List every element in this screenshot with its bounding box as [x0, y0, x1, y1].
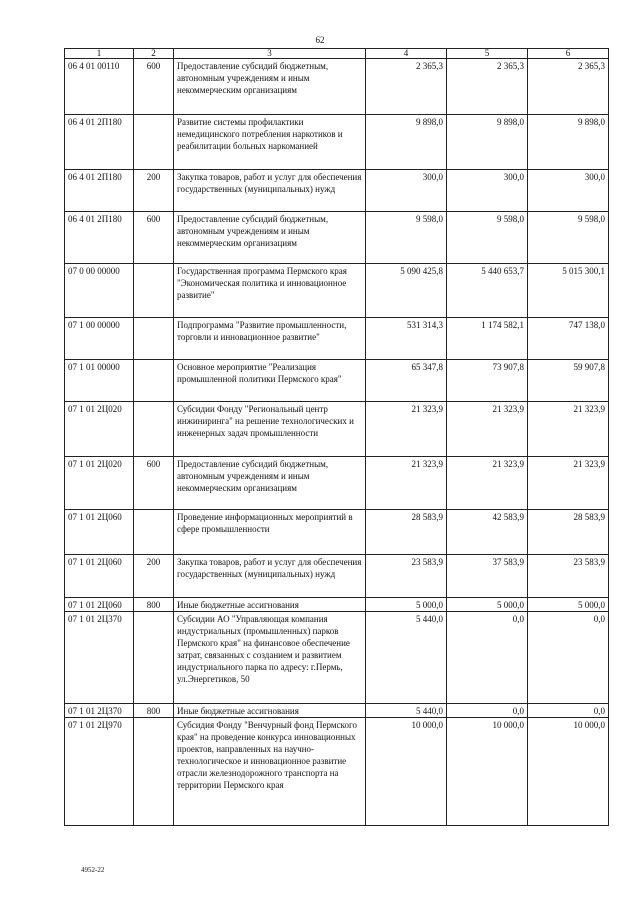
amount-col6-cell: 2 365,3 [528, 59, 609, 115]
expense-type-cell: 800 [134, 598, 174, 612]
column-header: 1 [65, 49, 134, 59]
amount-col5-cell: 21 323,9 [447, 457, 528, 510]
amount-col4-cell: 65 347,8 [366, 360, 447, 402]
table-row [65, 457, 609, 510]
amount-col6-cell: 59 907,8 [528, 360, 609, 402]
expense-type-cell [134, 264, 174, 318]
expense-type-cell: 200 [134, 170, 174, 212]
description-cell: Иные бюджетные ассигнования [174, 598, 366, 612]
budget-code-cell: 07 1 01 2Ц020 [65, 402, 134, 457]
amount-col5-cell: 9 898,0 [447, 115, 528, 170]
table-row [65, 264, 609, 318]
table-row [65, 402, 609, 457]
amount-col4-cell: 2 365,3 [366, 59, 447, 115]
amount-col6-cell: 0,0 [528, 704, 609, 718]
table-row [65, 115, 609, 170]
amount-col5-cell: 1 174 582,1 [447, 318, 528, 360]
column-header: 6 [528, 49, 609, 59]
description-cell: Закупка товаров, работ и услуг для обеспечения государственных (муниципальных) нужд [174, 170, 366, 212]
amount-col4-cell: 531 314,3 [366, 318, 447, 360]
amount-col6-cell: 5 015 300,1 [528, 264, 609, 318]
amount-col4-cell: 28 583,9 [366, 510, 447, 555]
amount-col5-cell: 5 000,0 [447, 598, 528, 612]
amount-col5-cell: 73 907,8 [447, 360, 528, 402]
description-cell: Подпрограмма "Развитие промышленности, торговли и инновационное развитие" [174, 318, 366, 360]
expense-type-cell: 800 [134, 704, 174, 718]
amount-col6-cell: 747 138,0 [528, 318, 609, 360]
amount-col5-cell: 0,0 [447, 612, 528, 704]
amount-col5-cell: 300,0 [447, 170, 528, 212]
amount-col4-cell: 300,0 [366, 170, 447, 212]
column-header: 5 [447, 49, 528, 59]
budget-code-cell: 07 0 00 00000 [65, 264, 134, 318]
amount-col5-cell: 9 598,0 [447, 212, 528, 264]
column-header: 3 [174, 49, 366, 59]
expense-type-cell [134, 718, 174, 826]
table-row [65, 360, 609, 402]
amount-col5-cell: 0,0 [447, 704, 528, 718]
header-row [65, 49, 609, 59]
amount-col4-cell: 9 898,0 [366, 115, 447, 170]
description-cell: Субсидии АО "Управляющая компания индустриальных (промышленных) парков Пермского края" на финансовое обеспечение затрат, связанных с созданием и развитием индустриального парка по адресу: г.Пермь, ул.Энергетиков, 50 [174, 612, 366, 704]
expense-type-cell [134, 612, 174, 704]
amount-col6-cell: 0,0 [528, 612, 609, 704]
description-cell: Проведение информационных мероприятий в сфере промышленности [174, 510, 366, 555]
description-cell: Иные бюджетные ассигнования [174, 704, 366, 718]
amount-col4-cell: 5 440,0 [366, 704, 447, 718]
amount-col4-cell: 23 583,9 [366, 555, 447, 598]
description-cell: Основное мероприятие "Реализация промышленной политики Пермского края" [174, 360, 366, 402]
amount-col5-cell: 21 323,9 [447, 402, 528, 457]
amount-col6-cell: 21 323,9 [528, 457, 609, 510]
amount-col6-cell: 10 000,0 [528, 718, 609, 826]
table-row [65, 212, 609, 264]
amount-col4-cell: 21 323,9 [366, 457, 447, 510]
budget-code-cell: 07 1 01 2Ц060 [65, 598, 134, 612]
amount-col6-cell: 5 000,0 [528, 598, 609, 612]
expense-type-cell [134, 115, 174, 170]
amount-col4-cell: 5 090 425,8 [366, 264, 447, 318]
budget-code-cell: 06 4 01 2П180 [65, 212, 134, 264]
table-row [65, 718, 609, 826]
table-row [65, 510, 609, 555]
description-cell: Предоставление субсидий бюджетным, автономным учреждениям и иным некоммерческим организациям [174, 212, 366, 264]
table-row [65, 612, 609, 704]
description-cell: Предоставление субсидий бюджетным, автономным учреждениям и иным некоммерческим организациям [174, 457, 366, 510]
amount-col6-cell: 23 583,9 [528, 555, 609, 598]
amount-col6-cell: 21 323,9 [528, 402, 609, 457]
budget-code-cell: 07 1 01 2Ц970 [65, 718, 134, 826]
table-row [65, 59, 609, 115]
budget-code-cell: 06 4 01 00110 [65, 59, 134, 115]
amount-col4-cell: 5 000,0 [366, 598, 447, 612]
description-cell: Предоставление субсидий бюджетным, автономным учреждениям и иным некоммерческим организациям [174, 59, 366, 115]
budget-code-cell: 07 1 01 2Ц060 [65, 510, 134, 555]
page-number: 62 [315, 35, 325, 45]
budget-code-cell: 07 1 01 2Ц020 [65, 457, 134, 510]
expense-type-cell: 600 [134, 457, 174, 510]
expense-type-cell: 200 [134, 555, 174, 598]
expense-type-cell [134, 510, 174, 555]
budget-code-cell: 06 4 01 2П180 [65, 115, 134, 170]
budget-code-cell: 06 4 01 2П180 [65, 170, 134, 212]
amount-col5-cell: 42 583,9 [447, 510, 528, 555]
table-row [65, 318, 609, 360]
amount-col4-cell: 21 323,9 [366, 402, 447, 457]
description-cell: Субсидии Фонду "Региональный центр инжиниринга" на решение технологических и инженерных задач промышленности [174, 402, 366, 457]
expense-type-cell: 600 [134, 59, 174, 115]
description-cell: Закупка товаров, работ и услуг для обеспечения государственных (муниципальных) нужд [174, 555, 366, 598]
amount-col6-cell: 9 598,0 [528, 212, 609, 264]
amount-col5-cell: 5 440 653,7 [447, 264, 528, 318]
expense-type-cell [134, 318, 174, 360]
table-row [65, 555, 609, 598]
table-row [65, 704, 609, 718]
amount-col6-cell: 28 583,9 [528, 510, 609, 555]
amount-col4-cell: 10 000,0 [366, 718, 447, 826]
budget-code-cell: 07 1 01 2Ц370 [65, 612, 134, 704]
column-header: 4 [366, 49, 447, 59]
expense-type-cell: 600 [134, 212, 174, 264]
budget-table [64, 48, 609, 826]
budget-code-cell: 07 1 01 2Ц370 [65, 704, 134, 718]
table-row [65, 598, 609, 612]
amount-col5-cell: 2 365,3 [447, 59, 528, 115]
budget-code-cell: 07 1 00 00000 [65, 318, 134, 360]
document-code: 4952-22 [81, 866, 105, 874]
amount-col4-cell: 5 440,0 [366, 612, 447, 704]
amount-col6-cell: 9 898,0 [528, 115, 609, 170]
expense-type-cell [134, 402, 174, 457]
table-row [65, 170, 609, 212]
amount-col6-cell: 300,0 [528, 170, 609, 212]
amount-col5-cell: 10 000,0 [447, 718, 528, 826]
budget-code-cell: 07 1 01 2Ц060 [65, 555, 134, 598]
description-cell: Субсидия Фонду "Венчурный фонд Пермского края" на проведение конкурса инновационных проектов, направленных на научно-технологическое и инновационное развитие отрасли железнодорожного транспорта на территории Пермского края [174, 718, 366, 826]
expense-type-cell [134, 360, 174, 402]
amount-col5-cell: 37 583,9 [447, 555, 528, 598]
column-header: 2 [134, 49, 174, 59]
description-cell: Государственная программа Пермского края "Экономическая политика и инновационное развитие" [174, 264, 366, 318]
amount-col4-cell: 9 598,0 [366, 212, 447, 264]
description-cell: Развитие системы профилактики немедицинского потребления наркотиков и реабилитации больных наркоманией [174, 115, 366, 170]
budget-code-cell: 07 1 01 00000 [65, 360, 134, 402]
